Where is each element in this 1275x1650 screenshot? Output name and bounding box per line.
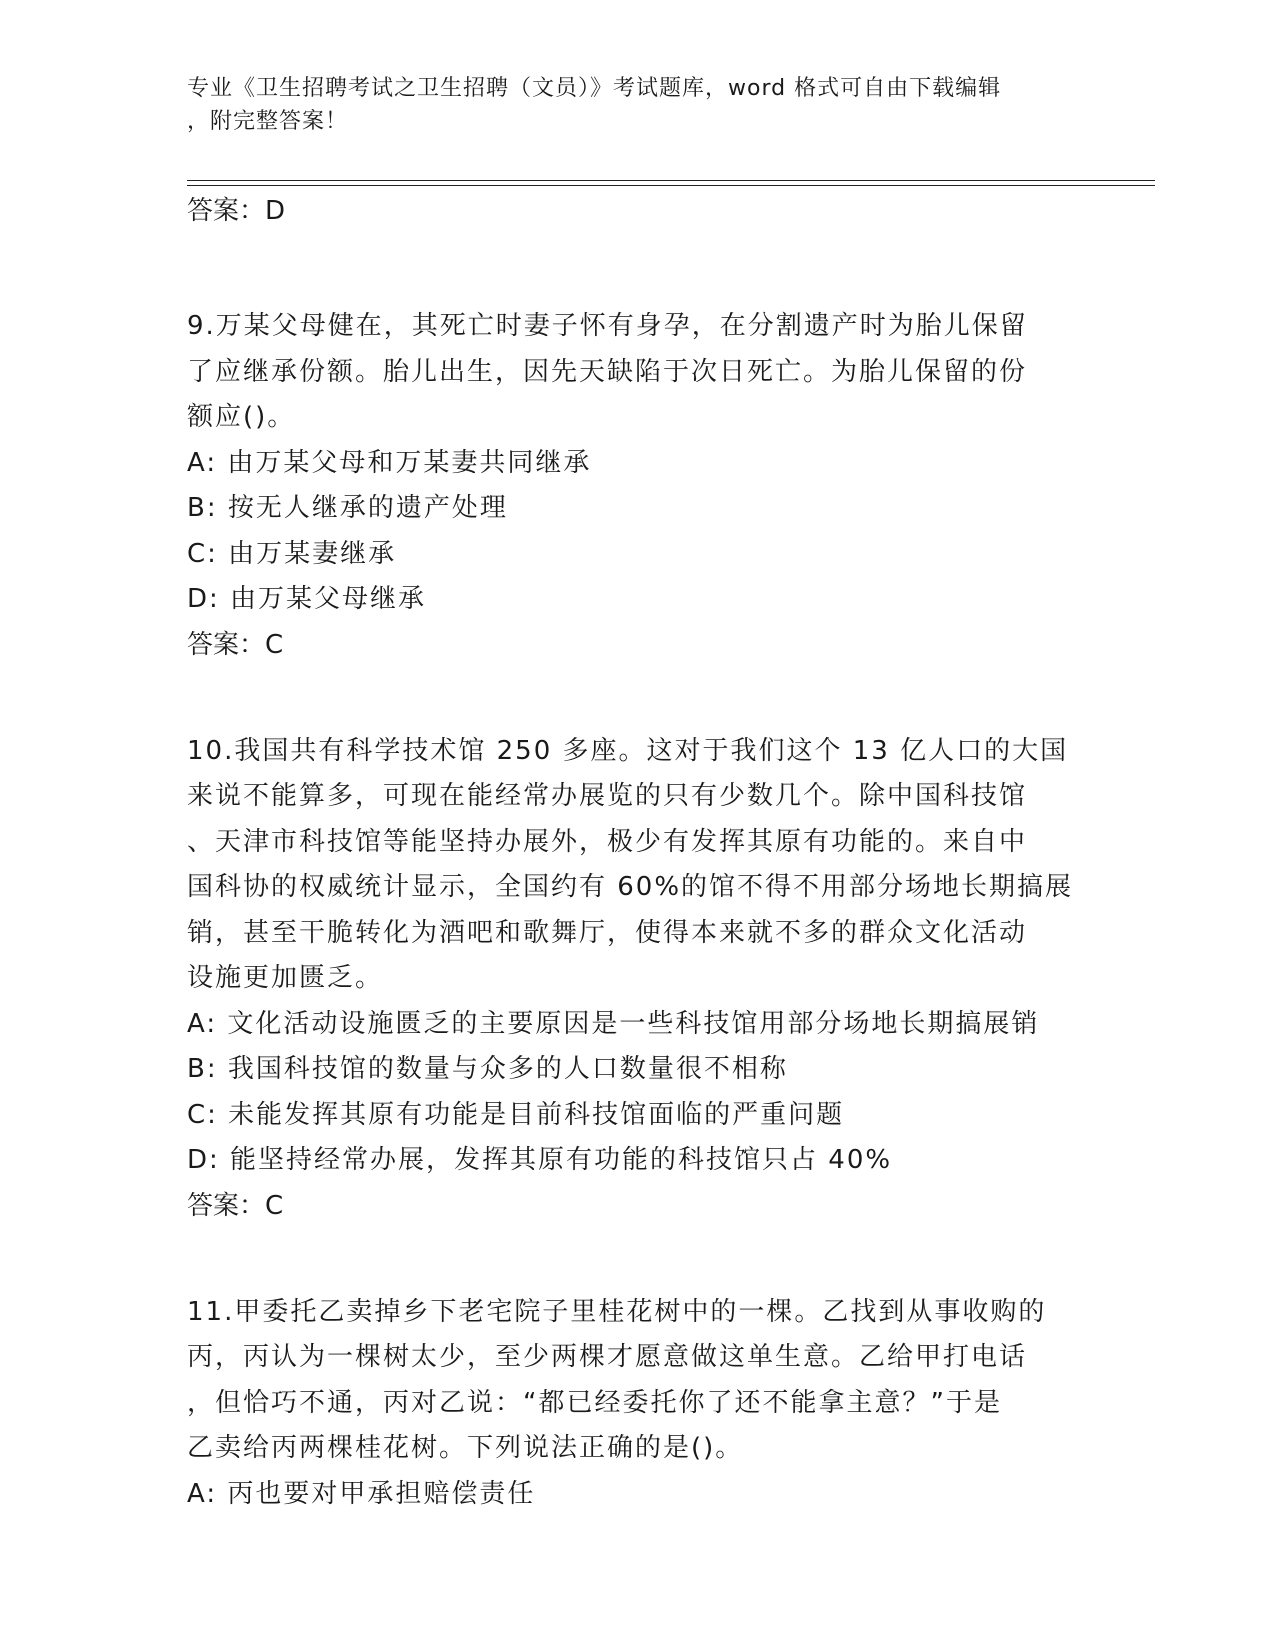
question-text-line: 来说不能算多，可现在能经常办展览的只有少数几个。除中国科技馆 bbox=[187, 781, 1028, 811]
document-body bbox=[187, 193, 1087, 1517]
question-text-line: 10.我国共有科学技术馆 250 多座。这对于我们这个 13 亿人口的大国 bbox=[187, 735, 1069, 766]
question-text-line: 销，甚至干脆转化为酒吧和歌舞厅，使得本来就不多的群众文化活动 bbox=[187, 917, 1028, 948]
question-9 bbox=[187, 304, 1087, 663]
question-text-line: 9.万某父母健在，其死亡时妻子怀有身孕，在分割遗产时为胎儿保留 bbox=[187, 311, 1028, 341]
question-text-line: 额应()。 bbox=[187, 402, 296, 432]
question-11 bbox=[187, 1290, 1087, 1518]
answer: 答案：C bbox=[187, 1190, 284, 1221]
document-header bbox=[187, 72, 1107, 138]
header-divider-top bbox=[187, 180, 1155, 181]
question-text-line: 11.甲委托乙卖掉乡下老宅院子里桂花树中的一棵。乙找到从事收购的 bbox=[187, 1296, 1047, 1327]
question-10 bbox=[187, 729, 1087, 1224]
question-text-line: 了应继承份额。胎儿出生，因先天缺陷于次日死亡。为胎儿保留的份 bbox=[187, 356, 1028, 387]
option-a: A: 丙也要对甲承担赔偿责任 bbox=[187, 1478, 536, 1509]
header-line-1: 专业《卫生招聘考试之卫生招聘（文员）》考试题库，word 格式可自由下载编辑 bbox=[187, 76, 1002, 101]
option-c: C: 未能发挥其原有功能是目前科技馆面临的严重问题 bbox=[187, 1099, 845, 1130]
header-line-2: ，附完整答案！ bbox=[187, 109, 349, 134]
answer: 答案：C bbox=[187, 629, 284, 660]
question-text-line: 国科协的权威统计显示，全国约有 60%的馆不得不用部分场地长期搞展 bbox=[187, 872, 1074, 902]
option-c: C: 由万某妻继承 bbox=[187, 538, 397, 569]
question-text-line: ，但恰巧不通，丙对乙说：“都已经委托你了还不能拿主意？”于是 bbox=[187, 1387, 1002, 1418]
option-a: A: 文化活动设施匮乏的主要原因是一些科技馆用部分场地长期搞展销 bbox=[187, 1008, 1040, 1039]
question-text-line: 丙，丙认为一棵树太少，至少两棵才愿意做这单生意。乙给甲打电话 bbox=[187, 1342, 1028, 1372]
option-b: B: 按无人继承的遗产处理 bbox=[187, 493, 508, 523]
question-text-line: 乙卖给丙两棵桂花树。下列说法正确的是()。 bbox=[187, 1433, 744, 1463]
option-d: D: 能坚持经常办展，发挥其原有功能的科技馆只占 40% bbox=[187, 1145, 893, 1175]
question-text-line: 、天津市科技馆等能坚持办展外，极少有发挥其原有功能的。来自中 bbox=[187, 826, 1028, 857]
question-text-line: 设施更加匮乏。 bbox=[187, 963, 384, 993]
option-d: D: 由万某父母继承 bbox=[187, 584, 427, 614]
option-b: B: 我国科技馆的数量与众多的人口数量很不相称 bbox=[187, 1054, 788, 1084]
answer-previous: 答案：D bbox=[187, 196, 286, 226]
header-divider-bottom bbox=[187, 185, 1155, 186]
option-a: A: 由万某父母和万某妻共同继承 bbox=[187, 447, 592, 478]
